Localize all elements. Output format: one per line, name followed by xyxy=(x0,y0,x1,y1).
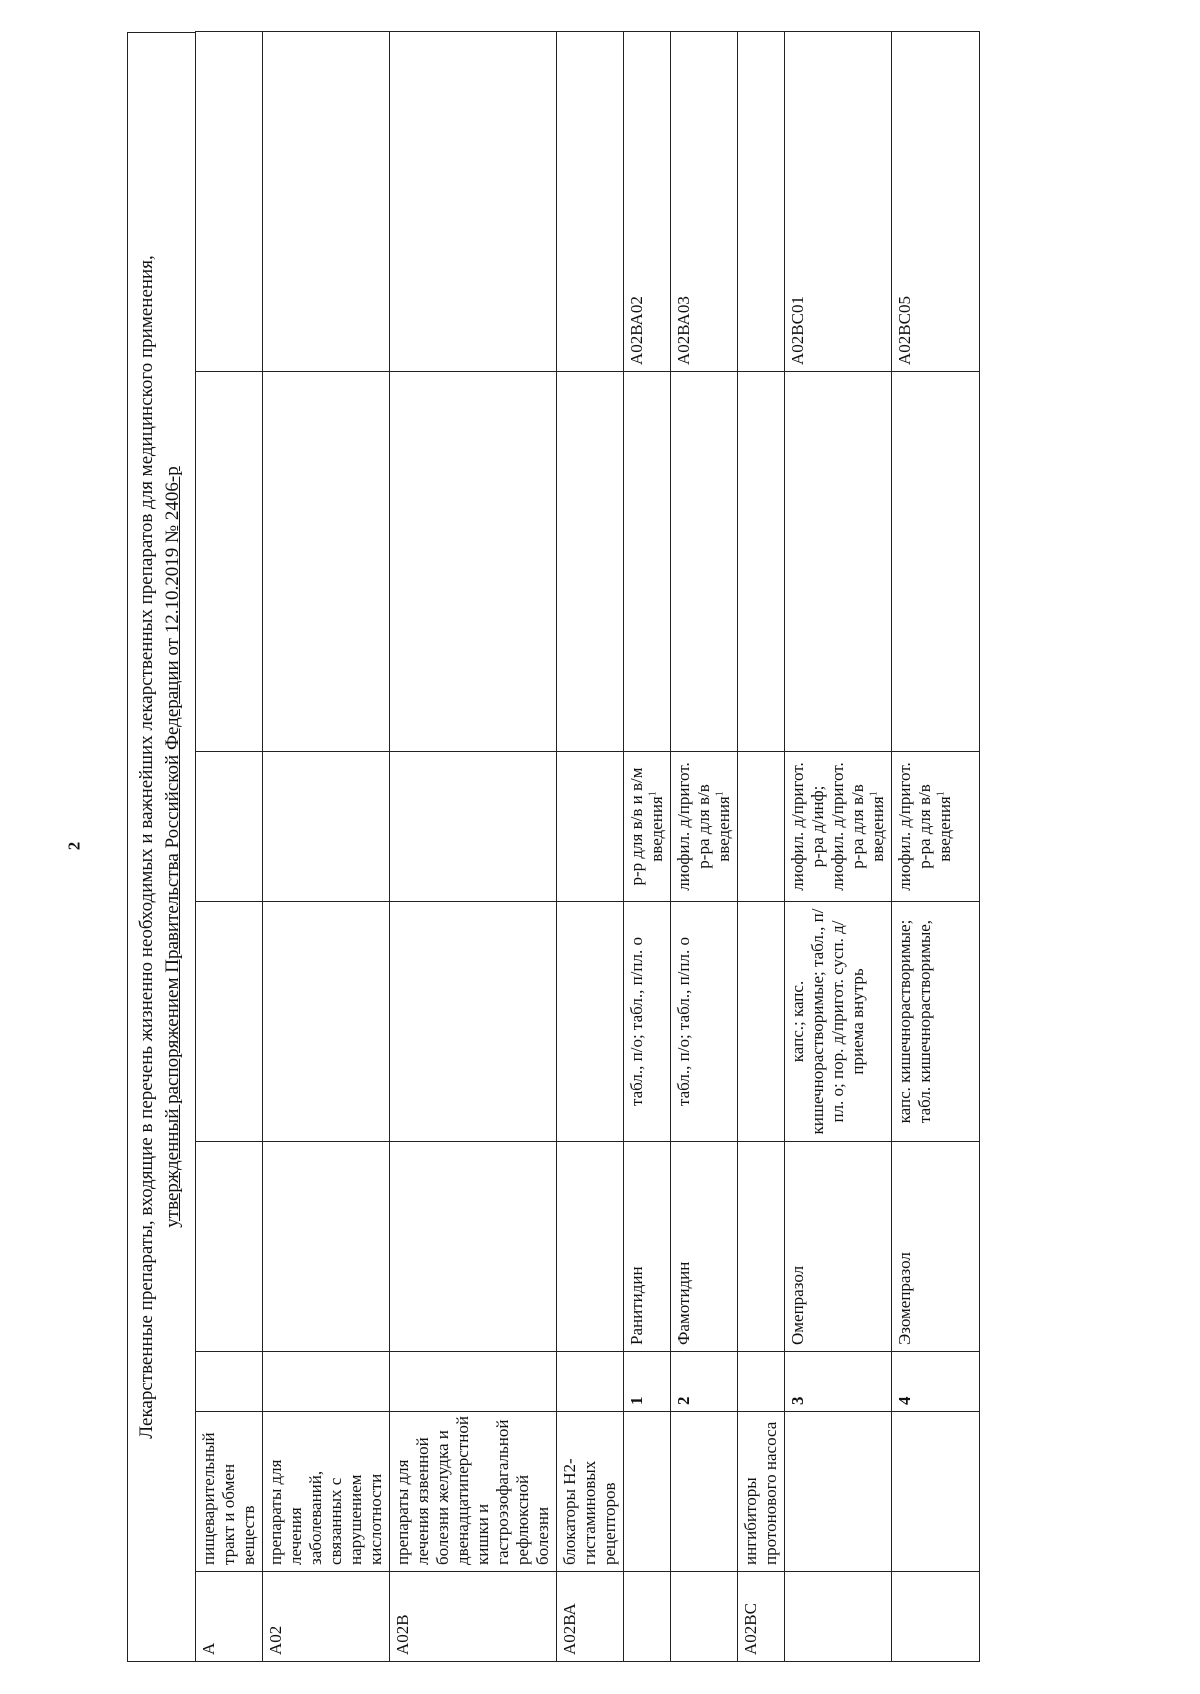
atc-group-name xyxy=(785,1412,892,1572)
oral-form xyxy=(263,902,390,1142)
atc-group-name: пищеварительный тракт и обмен веществ xyxy=(196,1412,263,1572)
table-row xyxy=(785,32,892,1662)
injection-form: лиофил. д/пригот. р-ра для в/в введения$^1$ xyxy=(671,752,738,902)
drug-table xyxy=(195,31,980,1662)
footnote-mark: 1 xyxy=(935,791,947,797)
atc-group-name: препараты для лечения язвенной болезни желудка и двенадцатиперстной кишки и гастроэзофагальной рефлюксной болезни xyxy=(390,1412,557,1572)
atc-group-code: А02ВС xyxy=(738,1572,785,1662)
atc-group-name xyxy=(624,1412,671,1572)
extra-column xyxy=(738,372,785,752)
table-row xyxy=(390,32,557,1662)
item-number xyxy=(557,1352,624,1412)
table-row xyxy=(671,32,738,1662)
atc-group-code: А02ВА xyxy=(557,1572,624,1662)
extra-column xyxy=(785,372,892,752)
extra-column xyxy=(196,372,263,752)
atc-code: А02ВА02 xyxy=(624,32,671,372)
atc-group-name xyxy=(671,1412,738,1572)
table-row xyxy=(892,32,980,1662)
atc-code: А02ВА03 xyxy=(671,32,738,372)
atc-code: А02ВС01 xyxy=(785,32,892,372)
oral-form: табл., п/о; табл., п/пл. о xyxy=(671,902,738,1142)
injection-form: лиофил. д/пригот. р-ра для в/в введения$^1$ xyxy=(892,752,980,902)
drug-name xyxy=(738,1142,785,1352)
atc-group-name: препараты для лечения заболеваний, связанных с нарушением кислотности xyxy=(263,1412,390,1572)
atc-group-code xyxy=(671,1572,738,1662)
drug-name: Омепразол xyxy=(785,1142,892,1352)
extra-column xyxy=(892,372,980,752)
rotated-document xyxy=(127,32,1159,1662)
oral-form: табл., п/о; табл., п/пл. о xyxy=(624,902,671,1142)
oral-form xyxy=(738,902,785,1142)
extra-column xyxy=(671,372,738,752)
atc-group-name xyxy=(892,1412,980,1572)
item-number xyxy=(263,1352,390,1412)
footnote-mark: 1 xyxy=(647,791,659,797)
oral-form xyxy=(557,902,624,1142)
page-number: 2 xyxy=(64,841,84,851)
injection-form: р-р для в/в и в/м введения$^1$ xyxy=(624,752,671,902)
injection-form xyxy=(263,752,390,902)
atc-group-code xyxy=(624,1572,671,1662)
drug-name xyxy=(390,1142,557,1352)
table-row xyxy=(557,32,624,1662)
footnote-mark: 1 xyxy=(714,791,726,797)
item-number: 1 xyxy=(624,1352,671,1412)
atc-code xyxy=(738,32,785,372)
injection-form: лиофил. д/пригот. р-ра д/инф; лиофил. д/пригот. р-ра для в/в введения$^1$ xyxy=(785,752,892,902)
oral-form: капс.; капс. кишечнорастворимые; табл., п/пл. о; пор. д/пригот. сусп. д/приема внутрь xyxy=(785,902,892,1142)
drug-name: Фамотидин xyxy=(671,1142,738,1352)
oral-form: капс. кишечнорастворимые; табл. кишечнорастворимые, xyxy=(892,902,980,1142)
injection-form xyxy=(196,752,263,902)
drug-name: Ранитидин xyxy=(624,1142,671,1352)
injection-form xyxy=(390,752,557,902)
extra-column xyxy=(557,372,624,752)
atc-code: А02ВС05 xyxy=(892,32,980,372)
atc-group-name: ингибиторы протонового насоса xyxy=(738,1412,785,1572)
footnote-mark: 1 xyxy=(868,791,880,797)
title-line-2: утвержденный распоряжением Правительства Российской Федерации от 12.10.2019 № 2406-р xyxy=(162,466,183,1228)
atc-code xyxy=(390,32,557,372)
atc-group-name: блокаторы Н2-гистаминовых рецепторов xyxy=(557,1412,624,1572)
atc-code xyxy=(557,32,624,372)
item-number xyxy=(738,1352,785,1412)
injection-form xyxy=(738,752,785,902)
drug-name xyxy=(263,1142,390,1352)
drug-name: Эзомепразол xyxy=(892,1142,980,1352)
item-number xyxy=(196,1352,263,1412)
table-row xyxy=(263,32,390,1662)
atc-group-code: А xyxy=(196,1572,263,1662)
atc-group-code: А02В xyxy=(390,1572,557,1662)
injection-form xyxy=(557,752,624,902)
item-number: 3 xyxy=(785,1352,892,1412)
table-row xyxy=(196,32,263,1662)
extra-column xyxy=(263,372,390,752)
item-number: 2 xyxy=(671,1352,738,1412)
table-row xyxy=(738,32,785,1662)
atc-group-code: А02 xyxy=(263,1572,390,1662)
oral-form xyxy=(196,902,263,1142)
extra-column xyxy=(624,372,671,752)
atc-group-code xyxy=(785,1572,892,1662)
drug-name xyxy=(196,1142,263,1352)
drug-name xyxy=(557,1142,624,1352)
document-title xyxy=(127,32,195,1662)
item-number xyxy=(390,1352,557,1412)
atc-code xyxy=(263,32,390,372)
title-line-1: Лекарственные препараты, входящие в перечень жизненно необходимых и важнейших лекарственных препаратов для медицинского применения, xyxy=(136,255,157,1439)
table-row xyxy=(624,32,671,1662)
atc-group-code xyxy=(892,1572,980,1662)
item-number: 4 xyxy=(892,1352,980,1412)
extra-column xyxy=(390,372,557,752)
atc-code xyxy=(196,32,263,372)
oral-form xyxy=(390,902,557,1142)
